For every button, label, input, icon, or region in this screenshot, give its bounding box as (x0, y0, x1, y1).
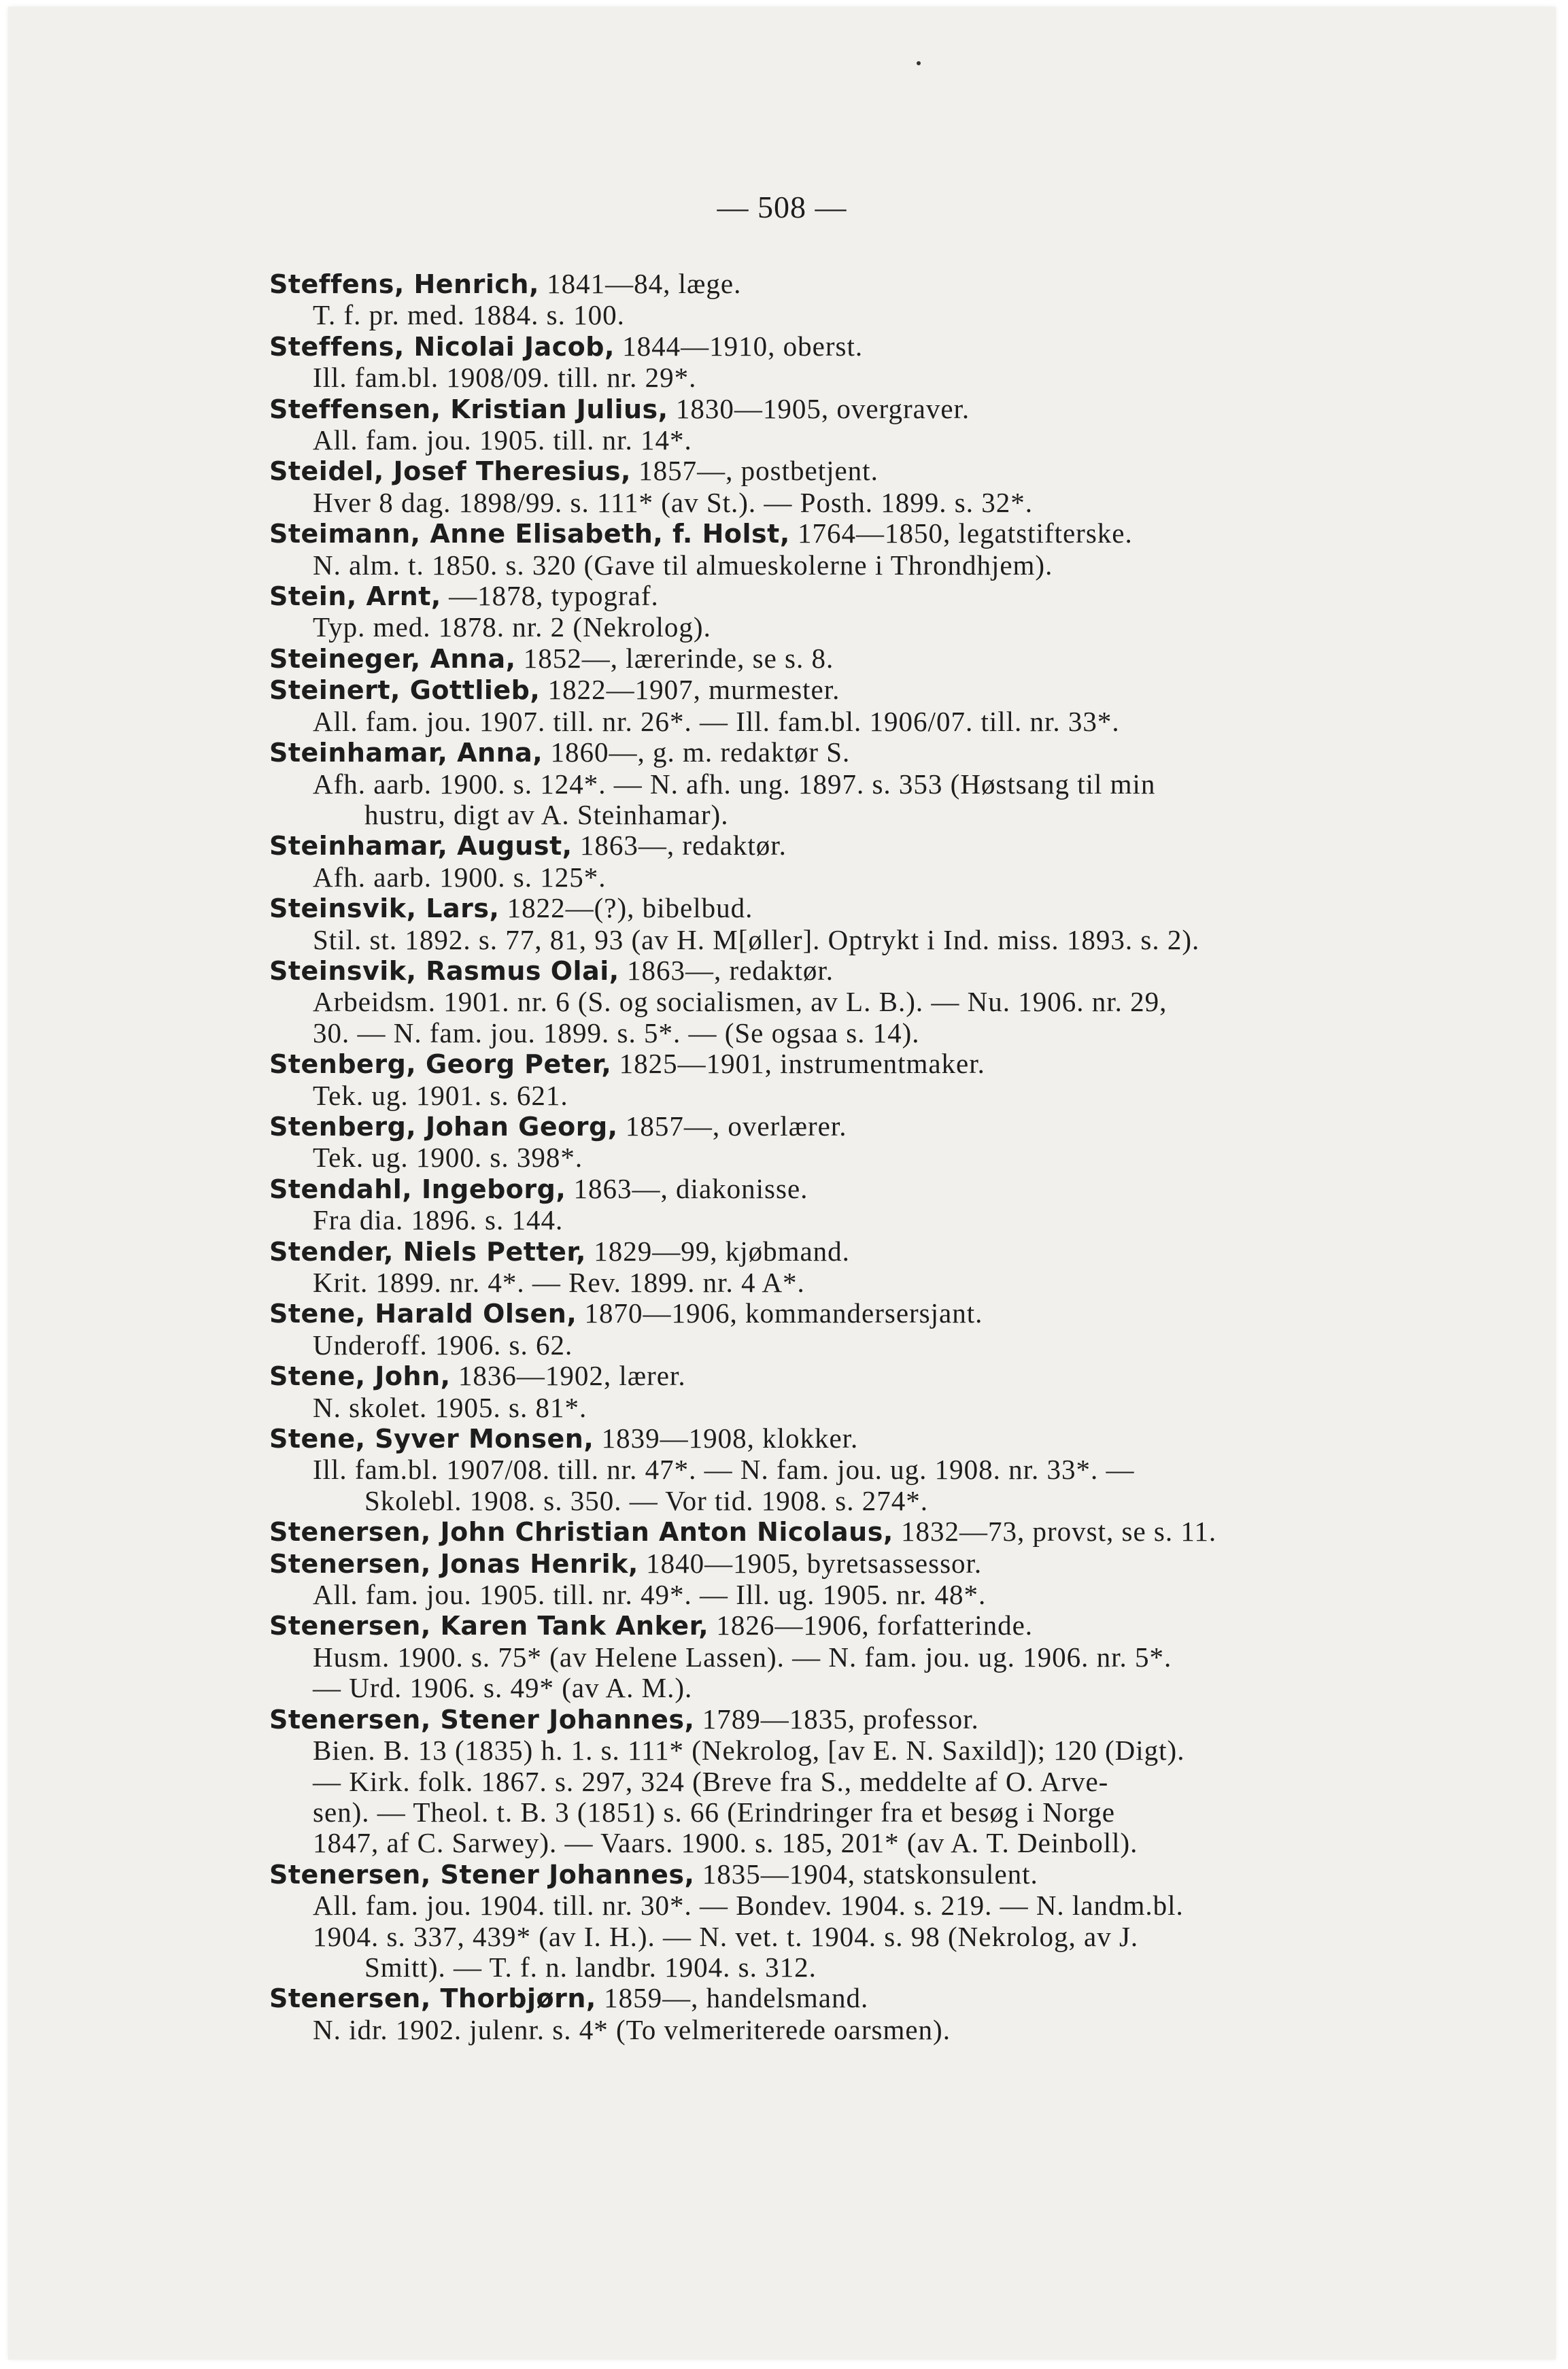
entry-reference: Krit. 1899. nr. 4*. — Rev. 1899. nr. 4 A*. (313, 1267, 805, 1298)
entry-heading (269, 1704, 1452, 1735)
entry-name: Steffensen, Kristian Julius, (269, 394, 668, 424)
entry-dates-occupation: 1839—1908, klokker. (594, 1422, 859, 1454)
entry-reference: N. idr. 1902. julenr. s. 4* (To velmeriterede oarsmen). (313, 2013, 951, 2045)
entry-reference: Hver 8 dag. 1898/99. s. 111* (av St.). — Posth. 1899. s. 32*. (313, 486, 1034, 518)
entry-reference: N. skolet. 1905. s. 81*. (313, 1391, 587, 1423)
entry-reference: Ill. fam.bl. 1908/09. till. nr. 29*. (313, 362, 697, 394)
entry-heading (269, 737, 1452, 768)
entry-name: Stenberg, Georg Peter, (269, 1049, 612, 1080)
entry-heading (269, 1111, 1452, 1142)
speck-mark (917, 61, 921, 65)
entry-reference: 1904. s. 337, 439* (av I. H.). — N. vet. t. 1904. s. 98 (Nekrolog, av J. (313, 1920, 1139, 1952)
entry-reference: Tek. ug. 1901. s. 621. (313, 1079, 568, 1111)
entry-heading (269, 581, 1452, 612)
entry-reference: Bien. B. 13 (1835) h. 1. s. 111* (Nekrolog, [av E. N. Saxild]); 120 (Digt). (313, 1735, 1185, 1767)
entry-reference: All. fam. jou. 1905. till. nr. 49*. — Ill. ug. 1905. nr. 48*. (313, 1579, 987, 1611)
entry-dates-occupation: 1859—, handelsmand. (596, 1982, 869, 2014)
bibliography-entry (269, 1298, 1452, 1361)
entry-heading (269, 675, 1452, 706)
entry-dates-occupation: 1829—99, kjøbmand. (585, 1235, 850, 1267)
entry-reference: sen). — Theol. t. B. 3 (1851) s. 66 (Erindringer fra et besøg i Norge (313, 1796, 1115, 1828)
entry-reference: All. fam. jou. 1905. till. nr. 14*. (313, 424, 692, 456)
entry-reference: Afh. aarb. 1900. s. 124*. — N. afh. ung. 1897. s. 353 (Høstsang til min (313, 768, 1156, 800)
entry-name: Stenersen, Stener Johannes, (269, 1859, 695, 1890)
entry-name: Steinsvik, Rasmus Olai, (269, 955, 619, 986)
bibliography-entry (269, 1423, 1452, 1516)
entry-reference: Underoff. 1906. s. 62. (313, 1329, 573, 1361)
bibliography-entry (269, 893, 1452, 955)
entry-heading (269, 1610, 1452, 1641)
entry-dates-occupation: 1840—1905, byretsassessor. (638, 1547, 983, 1579)
entry-dates-occupation: 1857—, overlærer. (617, 1110, 847, 1142)
bibliography-entry (269, 675, 1452, 737)
bibliography-entry (269, 1859, 1452, 1983)
entry-name: Stenersen, Thorbjørn, (269, 1983, 596, 2014)
entry-heading (269, 1298, 1452, 1329)
entry-reference: hustru, digt av A. Steinhamar). (364, 798, 729, 830)
entry-name: Stein, Arnt, (269, 581, 441, 612)
entry-heading (269, 893, 1452, 924)
entry-heading (269, 1174, 1452, 1205)
entry-dates-occupation: 1826—1906, forfatterinde. (709, 1609, 1034, 1641)
entry-reference: Tek. ug. 1900. s. 398*. (313, 1142, 583, 1174)
entry-dates-occupation: 1822—1907, murmester. (540, 674, 840, 706)
entry-dates-occupation: 1836—1902, lærer. (450, 1360, 686, 1392)
entry-name: Stender, Niels Petter, (269, 1236, 586, 1267)
bibliography-entry (269, 643, 1452, 675)
entry-dates-occupation: 1863—, redaktør. (619, 954, 834, 986)
entry-heading (269, 1236, 1452, 1267)
entry-reference: All. fam. jou. 1904. till. nr. 30*. — Bondev. 1904. s. 219. — N. landm.bl. (313, 1890, 1184, 1922)
bibliography-entry (269, 1610, 1452, 1703)
entry-name: Steimann, Anne Elisabeth, f. Holst, (269, 519, 790, 549)
entry-reference: Husm. 1900. s. 75* (av Helene Lassen). — N. fam. jou. ug. 1906. nr. 5*. (313, 1641, 1172, 1673)
entry-reference: Fra dia. 1896. s. 144. (313, 1204, 564, 1236)
entry-heading (269, 1548, 1452, 1580)
entry-dates-occupation: 1857—, postbetjent. (630, 455, 879, 487)
entry-reference: All. fam. jou. 1907. till. nr. 26*. — Ill. fam.bl. 1906/07. till. nr. 33*. (313, 705, 1120, 737)
entry-dates-occupation: 1863—, diakonisse. (566, 1172, 808, 1204)
bibliography-entry (269, 456, 1452, 518)
entry-name: Stene, John, (269, 1361, 451, 1392)
entry-heading (269, 1049, 1452, 1080)
entry-name: Steinhamar, August, (269, 831, 573, 862)
entry-name: Stenersen, Jonas Henrik, (269, 1548, 638, 1579)
bibliography-entries (269, 269, 1452, 2045)
entry-name: Stendahl, Ingeborg, (269, 1174, 566, 1204)
entry-reference: — Kirk. folk. 1867. s. 297, 324 (Breve fra S., meddelte af O. Arve- (313, 1765, 1109, 1797)
entry-dates-occupation: 1870—1906, kommandersersjant. (577, 1297, 983, 1329)
entry-dates-occupation: 1852—, lærerinde, se s. 8. (515, 642, 834, 674)
page-number: — 508 — (717, 190, 847, 224)
entry-reference: — Urd. 1906. s. 49* (av A. M.). (313, 1672, 693, 1704)
entry-reference: Stil. st. 1892. s. 77, 81, 93 (av H. M[øller]. Optrykt i Ind. miss. 1893. s. 2). (313, 923, 1200, 955)
entry-reference: 1847, af C. Sarwey). — Vaars. 1900. s. 185, 201* (av A. T. Deinboll). (313, 1827, 1138, 1859)
entry-name: Stene, Harald Olsen, (269, 1299, 577, 1329)
bibliography-entry (269, 1704, 1452, 1859)
entry-dates-occupation: —1878, typograf. (441, 580, 659, 612)
entry-dates-occupation: 1835—1904, statskonsulent. (694, 1858, 1038, 1890)
bibliography-entry (269, 1174, 1452, 1236)
bibliography-entry (269, 955, 1452, 1049)
bibliography-entry (269, 1516, 1452, 1548)
entry-heading (269, 1983, 1452, 2014)
entry-heading (269, 456, 1452, 487)
bibliography-entry (269, 394, 1452, 456)
bibliography-entry (269, 1361, 1452, 1423)
entry-reference: T. f. pr. med. 1884. s. 100. (313, 299, 625, 331)
entry-name: Stenersen, Stener Johannes, (269, 1704, 695, 1735)
bibliography-entry (269, 737, 1452, 830)
entry-name: Steinert, Gottlieb, (269, 675, 541, 706)
entry-reference: Smitt). — T. f. n. landbr. 1904. s. 312. (364, 1951, 817, 1983)
entry-dates-occupation: 1860—, g. m. redaktør S. (543, 736, 851, 768)
entry-name: Stene, Syver Monsen, (269, 1424, 594, 1454)
entry-dates-occupation: 1844—1910, oberst. (614, 330, 864, 362)
bibliography-entry (269, 1049, 1452, 1111)
entry-dates-occupation: 1825—1901, instrumentmaker. (611, 1048, 985, 1080)
entry-heading (269, 331, 1452, 362)
entry-heading (269, 1859, 1452, 1890)
entry-heading (269, 269, 1452, 300)
entry-reference: Typ. med. 1878. nr. 2 (Nekrolog). (313, 611, 711, 643)
entry-reference: Skolebl. 1908. s. 350. — Vor tid. 1908. s. 274*. (364, 1484, 928, 1516)
entry-reference: Ill. fam.bl. 1907/08. till. nr. 47*. — N. fam. jou. ug. 1908. nr. 33*. — (313, 1454, 1135, 1486)
entry-heading (269, 830, 1452, 862)
entry-name: Stenberg, Johan Georg, (269, 1111, 618, 1142)
entry-heading (269, 1361, 1452, 1392)
entry-name: Steineger, Anna, (269, 643, 516, 674)
bibliography-entry (269, 1236, 1452, 1299)
entry-dates-occupation: 1830—1905, overgraver. (668, 392, 970, 424)
entry-name: Steffens, Henrich, (269, 269, 539, 299)
bibliography-entry (269, 269, 1452, 331)
entry-heading (269, 955, 1452, 987)
entry-dates-occupation: 1764—1850, legatstifterske. (789, 517, 1133, 549)
bibliography-entry (269, 518, 1452, 581)
entry-name: Steidel, Josef Theresius, (269, 456, 631, 487)
entry-reference: 30. — N. fam. jou. 1899. s. 5*. — (Se ogsaa s. 14). (313, 1017, 920, 1049)
bibliography-entry (269, 1548, 1452, 1611)
entry-heading (269, 1423, 1452, 1454)
entry-name: Steinhamar, Anna, (269, 738, 543, 768)
bibliography-entry (269, 1111, 1452, 1174)
entry-heading (269, 394, 1452, 425)
bibliography-entry (269, 331, 1452, 394)
entry-name: Stenersen, Karen Tank Anker, (269, 1611, 709, 1641)
entry-reference: N. alm. t. 1850. s. 320 (Gave til almueskolerne i Throndhjem). (313, 549, 1053, 581)
entry-dates-occupation: 1863—, redaktør. (572, 830, 787, 862)
bibliography-entry (269, 830, 1452, 893)
entry-name: Stenersen, John Christian Anton Nicolaus, (269, 1517, 893, 1548)
entry-dates-occupation: 1789—1835, professor. (694, 1703, 979, 1735)
entry-reference: Arbeidsm. 1901. nr. 6 (S. og socialismen, av L. B.). — Nu. 1906. nr. 29, (313, 986, 1168, 1018)
bibliography-entry (269, 581, 1452, 643)
entry-dates-occupation: 1822—(?), bibelbud. (499, 892, 753, 924)
page-scan (8, 7, 1556, 2359)
entry-reference: Afh. aarb. 1900. s. 125*. (313, 861, 607, 893)
entry-dates-occupation: 1832—73, provst, se s. 11. (893, 1516, 1217, 1548)
entry-dates-occupation: 1841—84, læge. (539, 268, 742, 299)
bibliography-entry (269, 1983, 1452, 2045)
entry-heading (269, 1516, 1452, 1548)
entry-heading (269, 518, 1452, 549)
entry-name: Steinsvik, Lars, (269, 893, 500, 924)
entry-heading (269, 643, 1452, 675)
entry-name: Steffens, Nicolai Jacob, (269, 331, 615, 362)
